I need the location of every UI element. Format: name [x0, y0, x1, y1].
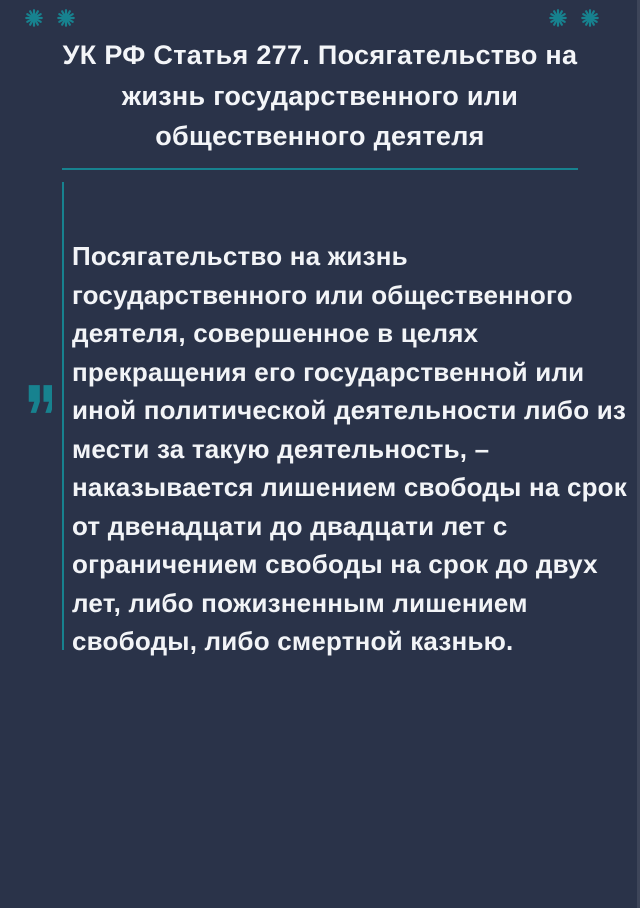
starburst-icon: [25, 9, 43, 27]
title-line: жизнь государственного или: [121, 80, 519, 111]
article-line: наказывается лишением свободы на срок: [72, 472, 627, 502]
article-line: иной политической деятельности либо из: [72, 395, 627, 425]
article-line: прекращения его государственной или: [72, 356, 585, 387]
quote-icon: [28, 384, 52, 414]
title-divider: [62, 168, 578, 170]
article-line: свободы, либо смертной казнью.: [72, 626, 514, 656]
starburst-icon: [549, 9, 567, 27]
article-line: государственного или общественного: [72, 279, 573, 310]
article-line: деятеля, совершенное в целях: [72, 318, 479, 348]
title-line: общественного деятеля: [155, 121, 485, 151]
corner-decoration-left: [25, 9, 75, 27]
article-line: лет, либо пожизненным лишением: [72, 587, 528, 618]
article-line: Посягательство на жизнь: [72, 241, 408, 271]
article-text: [72, 237, 628, 661]
page-title: [0, 35, 640, 157]
corner-decoration-right: [549, 9, 599, 27]
title-line: УК РФ Статья 277. Посягательство на: [62, 40, 578, 70]
article-line: от двенадцати до двадцати лет с: [72, 510, 508, 541]
starburst-icon: [581, 9, 599, 27]
quote-vertical-rule: [62, 182, 64, 650]
starburst-icon: [57, 9, 75, 27]
article-line: ограничением свободы на срок до двух: [72, 549, 598, 579]
article-line: мести за такую деятельность, –: [72, 433, 490, 464]
